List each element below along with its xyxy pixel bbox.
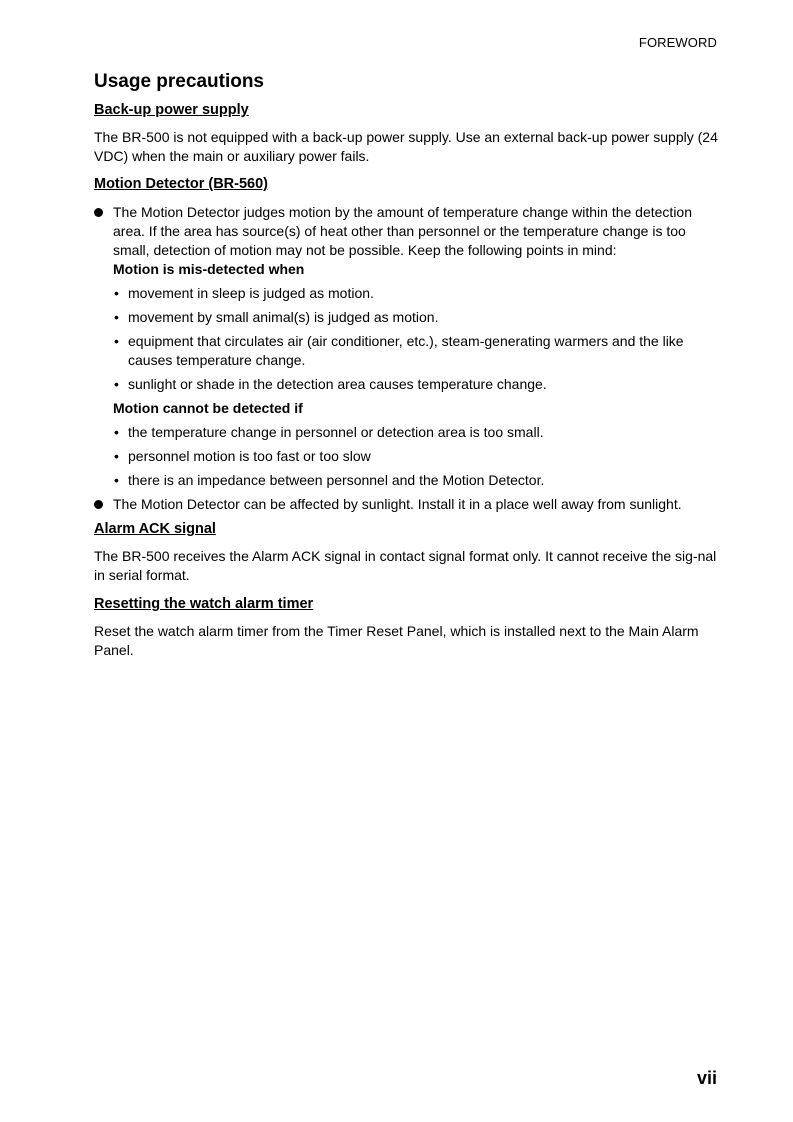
motion-detector-heading: Motion Detector (BR-560) (94, 176, 269, 192)
small-bullet-icon: • (114, 424, 119, 440)
motion-bullet-2 (94, 495, 719, 514)
section-title: Usage precautions (94, 71, 264, 92)
small-bullet-icon: • (114, 448, 119, 464)
backup-power-heading: Back-up power supply (94, 102, 249, 118)
page-number: vii (696, 1068, 717, 1088)
list-item (113, 308, 719, 327)
list-item (113, 447, 719, 466)
small-bullet-icon: • (114, 333, 119, 349)
filled-circle-bullet-icon (94, 500, 103, 509)
running-header: FOREWORD (638, 35, 717, 50)
list-item (113, 423, 719, 442)
list-item-text: sunlight or shade in the detection area causes temperature change. (128, 376, 547, 392)
motion-bullet-1-text: The Motion Detector judges motion by the amount of temperature change within the detection area. If the area has source(s) of heat other than personnel or the temperature change is too small, detection of motion may not be possible. Keep the following points in mind: (113, 204, 693, 258)
notdetected-list (113, 423, 719, 490)
small-bullet-icon: • (114, 472, 119, 488)
small-bullet-icon: • (114, 376, 119, 392)
list-item-text: equipment that circulates air (air conditioner, etc.), steam-generating warmers and the like causes temperature change. (128, 333, 684, 368)
small-bullet-icon: • (114, 285, 119, 301)
motion-bullet-1 (94, 203, 719, 260)
misdetected-list (113, 284, 719, 394)
motion-bullet-2-text: The Motion Detector can be affected by sunlight. Install it in a place well away from sunlight. (113, 496, 682, 512)
list-item (113, 332, 719, 370)
list-item-text: there is an impedance between personnel and the Motion Detector. (128, 472, 545, 488)
list-item-text: movement by small animal(s) is judged as motion. (128, 309, 439, 325)
list-item (113, 284, 719, 303)
misdetected-label: Motion is mis-detected when (113, 261, 305, 277)
alarm-ack-text: The BR-500 receives the Alarm ACK signal in contact signal format only. It cannot receive the sig-nal in serial format. (94, 548, 717, 583)
list-item-text: the temperature change in personnel or detection area is too small. (128, 424, 544, 440)
backup-power-text: The BR-500 is not equipped with a back-up power supply. Use an external back-up power supply (24 VDC) when the main or auxiliary power fails. (94, 129, 718, 164)
list-item (113, 375, 719, 394)
alarm-ack-heading: Alarm ACK signal (94, 521, 216, 537)
list-item-text: movement in sleep is judged as motion. (128, 285, 374, 301)
list-item (113, 471, 719, 490)
notdetected-label: Motion cannot be detected if (113, 400, 303, 416)
page-content (94, 70, 719, 660)
filled-circle-bullet-icon (94, 208, 103, 217)
reset-timer-text: Reset the watch alarm timer from the Timer Reset Panel, which is installed next to the Main Alarm Panel. (94, 623, 699, 658)
small-bullet-icon: • (114, 309, 119, 325)
list-item-text: personnel motion is too fast or too slow (128, 448, 371, 464)
reset-timer-heading: Resetting the watch alarm timer (94, 596, 314, 612)
